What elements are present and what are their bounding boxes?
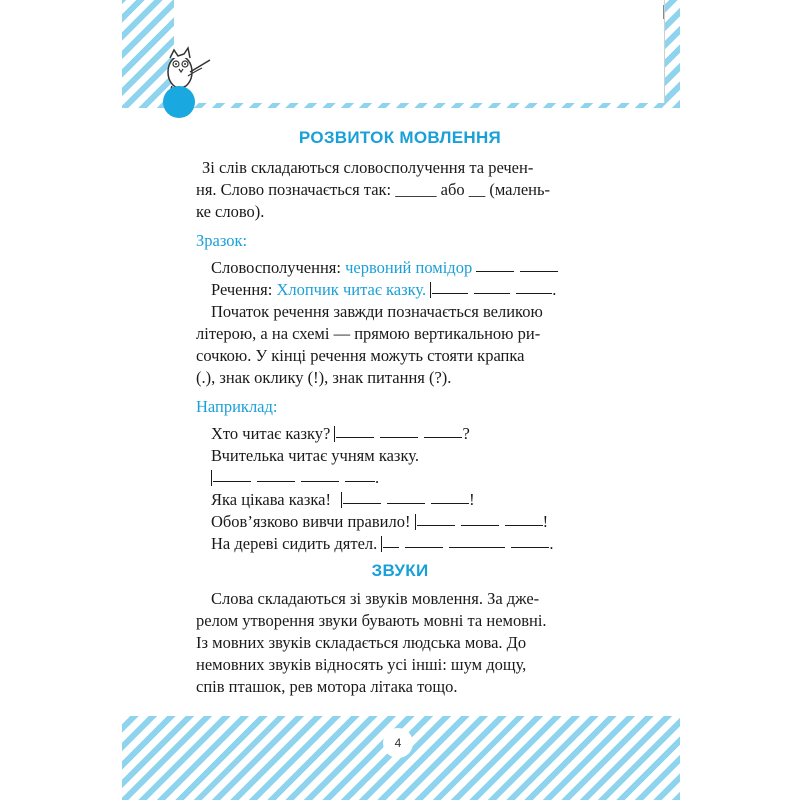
section-title-speech: РОЗВИТОК МОВЛЕННЯ (298, 128, 502, 147)
example-scheme-1: ? (334, 423, 469, 445)
example-text-4: Обов’язково вивчи правило! (211, 512, 411, 531)
section-title-sounds: ЗВУКИ (371, 561, 429, 580)
example-scheme-3: ! (341, 489, 475, 511)
rule-line-3: сочкою. У кінці речення можуть стояти крапка (196, 346, 525, 365)
sample-label: Зразок: (196, 231, 248, 250)
rule-line-2: літерою, а на схемі — прямою вертикальною ри- (196, 324, 541, 343)
example-row-4 (211, 511, 548, 533)
example-text-3: Яка цікава казка! (211, 490, 331, 509)
phrase-line (211, 257, 564, 279)
intro-line-3: ке слово). (196, 202, 265, 221)
sentence-scheme: . (430, 279, 556, 301)
sounds-line-2: релом утворення звуки бувають мовні та немовні. (196, 611, 547, 630)
example-row-2 (211, 445, 419, 467)
example-row-5 (211, 533, 554, 555)
example-text-2: Вчителька читає учням казку. (211, 446, 419, 465)
example-scheme-row-2 (211, 467, 379, 489)
sentence-example: Хлопчик читає казку. (276, 280, 427, 299)
example-row-3 (211, 489, 475, 511)
rule-line-4: (.), знак оклику (!), знак питання (?). (196, 368, 452, 387)
example-scheme-4: ! (415, 511, 549, 533)
sentence-label: Речення: (211, 280, 273, 299)
sounds-line-5: спів пташок, рев мотора літака тощо. (196, 677, 458, 696)
phrase-example: червоний помідор (345, 258, 473, 277)
sounds-line-3: Із мовних звуків складається людська мова. До (196, 633, 527, 652)
example-row-1 (211, 423, 470, 445)
example-scheme-2: . (211, 467, 379, 489)
phrase-label: Словосполучення: (211, 258, 341, 277)
intro-line-2: ня. Слово позначається так: _____ або __ (малень- (196, 180, 551, 199)
example-text-5: На дереві сидить дятел. (211, 534, 378, 553)
phrase-scheme (476, 257, 564, 279)
example-label: Наприклад: (196, 397, 278, 416)
page-number: 4 (383, 728, 413, 758)
sounds-line-4: немовних звуків відносять усі інші: шум дощу, (196, 655, 527, 674)
example-text-1: Хто читає казку? (211, 424, 331, 443)
sounds-line-1: Слова складаються зі звуків мовлення. За дже- (211, 589, 540, 608)
intro-line-1: Зі слів складаються словосполучення та речен- (202, 158, 534, 177)
example-scheme-5: . (381, 533, 553, 555)
sentence-line (211, 279, 556, 301)
rule-line-1: Початок речення завжди позначається великою (211, 302, 543, 321)
